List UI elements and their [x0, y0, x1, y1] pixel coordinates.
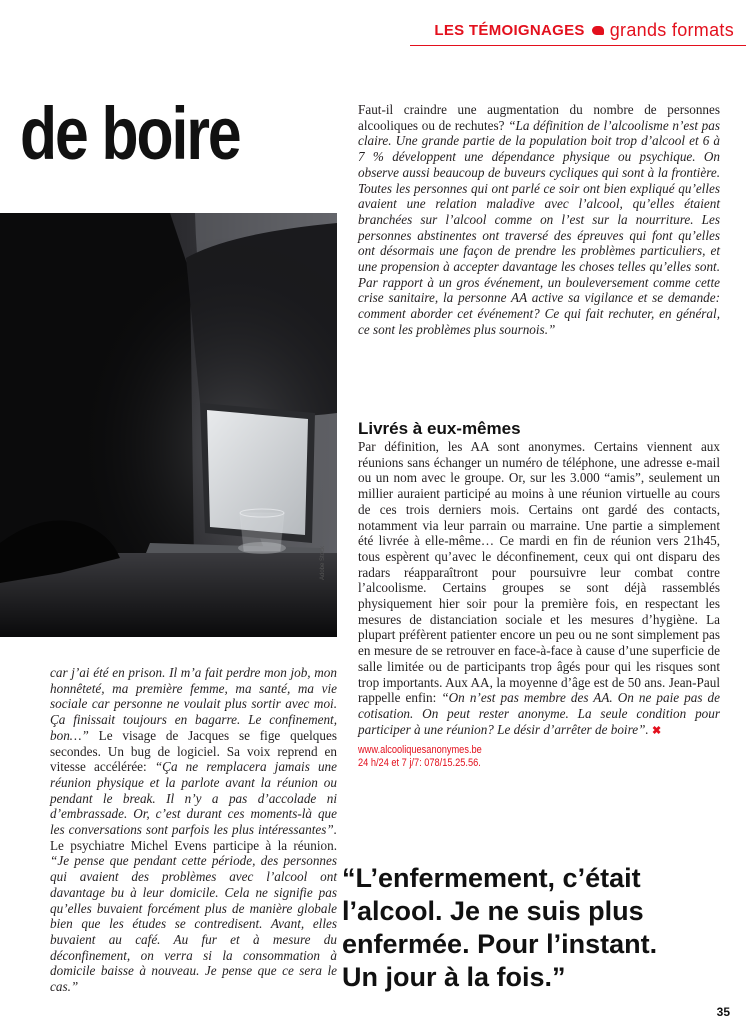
article-headline: de boire [20, 92, 240, 175]
psychiatrist-quote: “Je pense que pendant cette période, des personnes qui avaient des problèmes avec l’alcool ont davantage bu à leur domicile. Cela ne signifie pas qu’elles buvaient forcément plus de manière globale bien que les études se contredisent. Avant, elles buvaient au café. Au fur et à mesure du déconfinement, on verra si la consommation à domicile baisse à nouveau. Je pense que ce sera le cas.” [50, 853, 337, 995]
website-link[interactable]: www.alcooliquesanonymes.be [358, 744, 482, 757]
right-column-section [358, 419, 720, 770]
header-divider [410, 45, 746, 46]
page-number: 35 [716, 1005, 730, 1019]
closing-quote: “On n’est pas membre des AA. On ne paie pas de cotisation. On peut rester anonyme. La seule condition pour participer à une réunion? Le désir d’arrêter de boire”. [358, 690, 720, 737]
section-subcategory: grands formats [609, 20, 734, 40]
jacques-quote: car j’ai été en prison. Il m’a fait perdre mon job, mon honnêteté, ma première femme, ma santé, ma vie sociale car personne ne voulait plus sortir avec moi. Ça finissait toujours en bagarre. Le confinement, bon…” [50, 665, 337, 743]
end-mark-icon: ✖ [652, 724, 662, 737]
section-heading: Livrés à eux-mêmes [358, 419, 521, 438]
jacques-quote-2: “Ça ne remplacera jamais une réunion physique et la parlote avant la réunion ou pendant le break. Il n’y a pas d’accolade ni d’embrassade. Or, c’est durant ces moments-là que les conversations sont parfois les plus intéressantes”. [50, 759, 337, 838]
pull-quote-line: Un jour à la fois.” [342, 962, 566, 992]
right-column-top [358, 102, 720, 338]
narration: Le visage de Jacques se fige quelques secondes. Un bug de logiciel. Sa voix reprend en vitesse accélérée: [50, 727, 337, 775]
paragraph [50, 665, 337, 995]
paragraph [358, 439, 720, 739]
section-body: Par définition, les AA sont anonymes. Certains viennent aux réunions sans échanger un numéro de téléphone, une adresse e-mail ou un nom avec le groupe. Or, sur les 3.000 “amis”, seulement un millier auraient participé au moins à une réunion virtuelle au cours de ces trois derniers mois. Certains ont gardé des contacts, notamment via leur parrain ou marraine. Une partie a simplement été livrée à elle-même… Ce mardi en fin de réunion vers 21h45, tous espèrent qu’avec le déconfinement, ceux qui ont disparu des radars réapparaîtront pour poursuivre leur combat contre l’alcoolisme. Certains groupes se sont déjà rassemblés physiquement hier soir pour la première fois, en respectant les mesures de distanciation sociale et les mesures d’hygiène. La plupart préfèrent patienter encore un peu ou ne sont simplement pas en mesure de se retrouver en face-à-face à cause d’une superficie de salle limitée ou de participants trop âgés pour qui les risques sont trop importants. Aux AA, la moyenne d’âge est de 50 ans. Jean-Paul rappelle enfin: [358, 439, 720, 706]
paragraph [358, 102, 720, 338]
pull-quote-line: enfermée. Pour l’instant. [342, 929, 658, 959]
pull-quote-line: “L’enfermement, c’était [342, 863, 641, 893]
section-header [434, 20, 734, 41]
laptop-photo-illustration [0, 213, 337, 637]
pull-quote [342, 862, 742, 994]
left-column [50, 665, 337, 995]
speech-bubble-icon [592, 26, 604, 35]
photo-credit: Adobe Stock [320, 545, 326, 580]
article-photo [0, 213, 337, 637]
narration-2: Le psychiatre Michel Evens participe à la réunion. [50, 837, 337, 853]
pull-quote-line: l’alcool. Je ne suis plus [342, 896, 644, 926]
section-category: LES TÉMOIGNAGES [434, 22, 585, 39]
expert-quote: “La définition de l’alcoolisme n’est pas claire. Une grande partie de la population boit trop d’alcool et 6 à 7 % développent une dépendance physique ou psychique. On observe aussi beaucoup de buveurs cycliques qui sont à la frontière. Toutes les personnes qui ont parlé ce soir ont bien expliqué qu’elles avaient une relation maladive avec l’alcool, qu’elles étaient branchées sur l’alcool comme on l’est sur la nourriture. Les personnes abstinentes ont traversé des épreuves qui font qu’elles ont désormais une façon de prendre les problèmes particuliers, et une propension à accepter davantage les choses telles qu’elles sont. Par rapport à un gros événement, un bouleversement comme cette crise sanitaire, la personne AA active sa vigilance et se demande: comment aborder cet événement? Ce qui fait rechuter, en général, ce sont les problèmes plus sournois.” [358, 117, 720, 337]
phone-number: 24 h/24 et 7 j/7: 078/15.25.56. [358, 757, 481, 770]
intro-text: Faut-il craindre une augmentation du nombre de personnes alcooliques ou de rechutes? [358, 102, 720, 133]
